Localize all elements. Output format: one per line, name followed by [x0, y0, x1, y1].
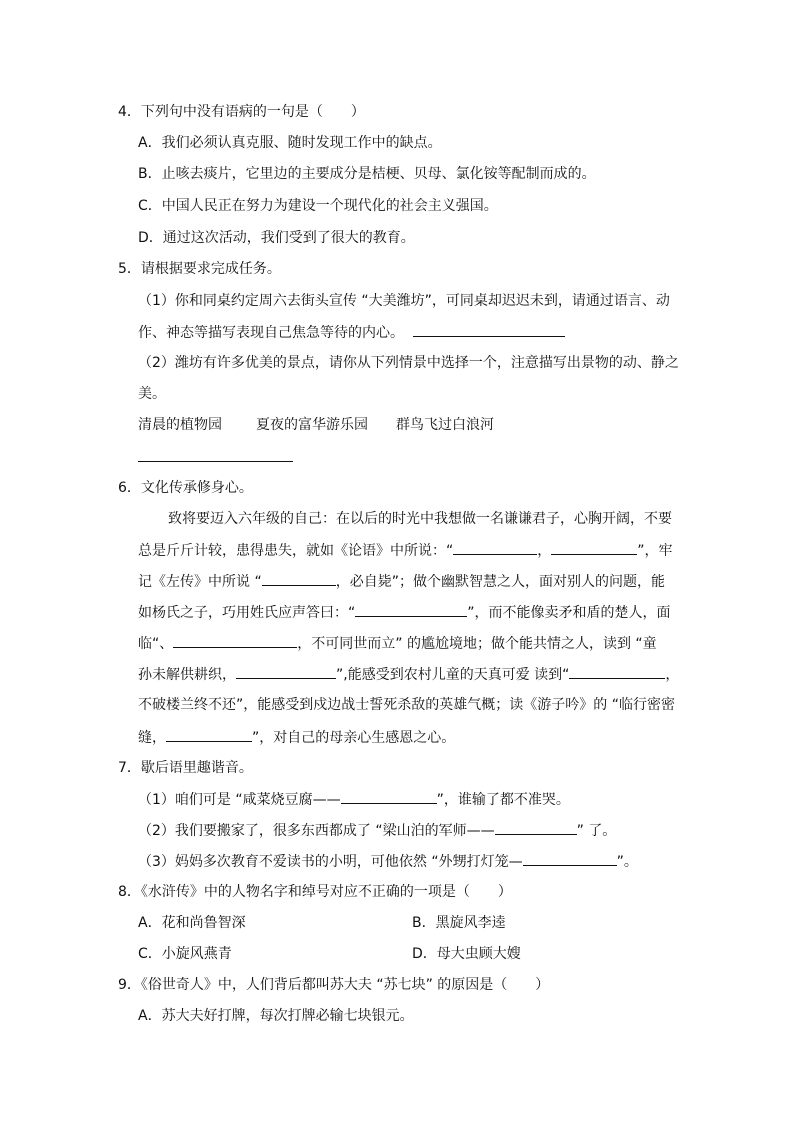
q6-blank-yangshi[interactable]	[355, 602, 467, 617]
q5-part2-answer-blank[interactable]	[138, 461, 293, 462]
q7-part-2: （2）我们要搬家了，很多东西都成了 “梁山泊的军师—— ” 了。	[138, 820, 616, 841]
q5-part2-line1: （2）潍坊有许多优美的景点，请你从下列情景中选择一个，注意描写出景物的动、静之	[138, 355, 679, 371]
q9-stem: 9．《俗世奇人》中，人们背后都叫苏大夫 “苏七块” 的原因是（ ）	[118, 977, 550, 993]
q6-line-4: 如杨氏之子，巧用姓氏应声答曰：“ ”，而不能像卖矛和盾的楚人，面	[138, 602, 671, 623]
q5-part1-line2: 作、神态等描写表现自己焦急等待的内心。	[138, 322, 565, 343]
q6-line-5: 临“、 ，不可同世而立” 的尴尬境地；做个能共情之人，读到 “童	[138, 633, 657, 654]
q5-part1-line1: （1）你和同桌约定周六去街头宣传 “大美潍坊”，可同桌却迟迟未到，请通过语言、动	[138, 293, 670, 309]
q6-line-3: 记《左传》中所说 “ ，必自毙”；做个幽默智慧之人，面对别人的问题，能	[138, 571, 665, 592]
q6-line-8: 缝， ”，对自己的母亲心生感恩之心。	[138, 727, 455, 748]
q6-stem: 6．文化传承修身心。	[118, 480, 253, 496]
q6-line-2: 总是斤斤计较，患得患失，就如《论语》中所说：“ ， ”，牢	[138, 540, 673, 561]
q4-option-a: A．我们必须认真克服、随时发现工作中的缺点。	[138, 135, 442, 151]
q8-option-b: B．黑旋风李逵	[412, 915, 506, 931]
q6-blank-tongsun[interactable]	[236, 664, 336, 679]
q6-blank-maodun[interactable]	[173, 633, 297, 648]
q5-part1-answer-blank[interactable]	[413, 322, 565, 337]
q5-part2-line2: 美。	[138, 386, 166, 402]
q5-scene-3: 群鸟飞过白浪河	[396, 417, 494, 433]
q6-line-1: 致将要迈入六年级的自己：在以后的时光中我想做一名谦谦君子，心胸开阔，不要	[168, 511, 672, 527]
q4-option-d: D．通过这次活动，我们受到了很大的教育。	[138, 230, 415, 246]
q8-option-a: A．花和尚鲁智深	[138, 915, 246, 931]
q4-stem: 4．下列句中没有语病的一句是（ ）	[118, 104, 365, 120]
q5-scene-1: 清晨的植物园	[138, 417, 222, 433]
q9-option-a: A．苏大夫好打牌，每次打牌必输七块银元。	[138, 1008, 414, 1024]
q6-blank-zuozhuan[interactable]	[262, 571, 336, 586]
q8-stem: 8．《水浒传》中的人物名字和绰号对应不正确的一项是（ ）	[118, 884, 512, 900]
q7-part-1: （1）咱们可是 “咸菜烧豆腐—— ”，谁输了都不准哭。	[138, 789, 570, 810]
q5-scene-2: 夏夜的富华游乐园	[256, 417, 368, 433]
q6-line-6: 孙未解供耕织， ”,能感受到农村儿童的天真可爱 读到“ ，	[138, 664, 679, 685]
q8-option-d: D．母大虫顾大嫂	[412, 946, 521, 962]
q7-part-3: （3）妈妈多次教育不爱读书的小明，可他依然 “外甥打灯笼— ”。	[138, 851, 638, 872]
q6-blank-youziyin[interactable]	[166, 727, 252, 742]
q4-option-b: B．止咳去痰片，它里边的主要成分是桔梗、贝母、氯化铵等配制而成的。	[138, 166, 596, 182]
q6-blank-lunyu-2[interactable]	[551, 540, 637, 555]
q6-line-7: 不破楼兰终不还”，能感受到戍边战士誓死杀敌的英雄气概；读《游子吟》的 “临行密密	[138, 697, 675, 713]
q5-stem: 5．请根据要求完成任务。	[118, 261, 281, 277]
q8-option-c: C．小旋风燕青	[138, 946, 232, 962]
q6-blank-loulan[interactable]	[569, 664, 665, 679]
q6-blank-lunyu-1[interactable]	[453, 540, 537, 555]
q7-blank-1[interactable]	[341, 789, 437, 804]
q7-stem: 7．歇后语里趣谐音。	[118, 760, 253, 776]
q4-option-c: C．中国人民正在努力为建设一个现代化的社会主义强国。	[138, 198, 498, 214]
q7-blank-3[interactable]	[523, 851, 617, 866]
q7-blank-2[interactable]	[495, 820, 577, 835]
